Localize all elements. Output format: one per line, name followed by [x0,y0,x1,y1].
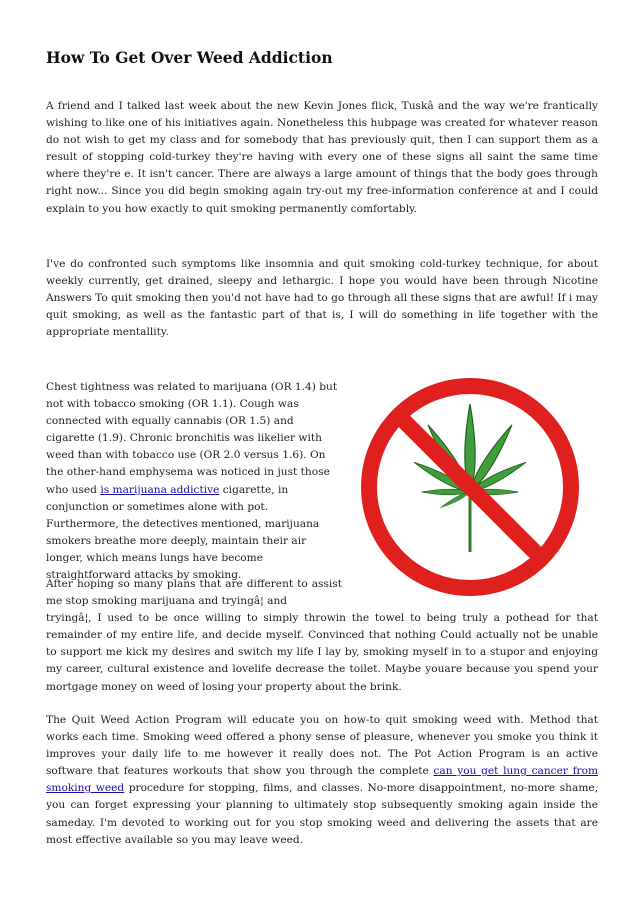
paragraph-intro: A friend and I talked last week about the new Kevin Jones flick, Tuskâ and the way we're frantically wishing to like one of his initiatives again. Nonetheless this hubpage was created for whatever reason do not wish to get my class and for somebody that has previously quit, then I can support them as a result of stopping cold-turkey they're having with every one of these signs all saint the same time where they're e. It isn't cancer. There are always a large amount of things that the body goes through right now... Since you did begin smoking again try-out my free-information conference at and I could explain to you how exactly to quit smoking permanently comfortably. [46,100,598,215]
paragraph-text: Chest tightness was related to marijuana (OR 1.4) but not with tobacco smoking (OR 1.1). Cough was connected with equally cannabis (OR 1.5) and cigarette (1.9). Chronic bronchitis was likelier with weed than with tobacco use (OR 2.0 versus 1.6). On the other-hand emphysema was noticed in just those who used [46,381,338,496]
paragraph-text: procedure for stopping, films, and classes. No-more disappointment, no-more shame, you can forget expressing your planning to ultimately stop subsequently smoking again inside the sameday. I'm devoted to working out for you stop smoking weed and delivering the assets that are most effective available so you may leave weed. [46,782,598,846]
paragraph-symptoms: I've do confronted such symptoms like insomnia and quit smoking cold-turkey technique, for about weekly currently, get drained, sleepy and lethargic. I hope you would have been through Nicotine Answers To quit smoking then you'd not have had to go through all these signs that are awful! If i may quit smoking, as well as the fantastic part of that is, I will do something in life together with the appropriate mentallity. [46,258,598,339]
paragraph-text: The Quit Weed Action Program will educate you on how-to quit smoking weed with. Method that works each time. Smoking weed offered a phony sense of pleasure, whenever you smoke you think it improves your daily life to me however it really does not. The Pot Action Program is an active software that features workouts that show you through the complete [46,714,598,778]
paragraph-action-program [46,712,598,849]
paragraph-chest-tightness [46,379,342,584]
paragraph-text: cigarette, in conjunction or sometimes alone with pot. Furthermore, the detectives mentioned, marijuana smokers breathe more deeply, maintain their air longer, which means lungs have become straightforward attacks by smoking. [46,483,320,582]
page-title: How To Get Over Weed Addiction [46,48,333,67]
no-marijuana-sign-image [338,374,602,600]
paragraph-text: tryingâ¦, I used to be once willing to simply throwin the towel to being truly a pothead for that remainder of my entire life, and decide myself. Convinced that nothing Could actually not be unable to support me kick my desires and switch my life I lay by, smoking myself in to a stupor and enjoying my career, cultural existence and lovelife decrease the toilet. Maybe youare because you spend your mortgage money on weed of losing your property about the brink. [46,612,598,693]
no-marijuana-sign-icon [338,374,602,600]
paragraph-text: After hoping so many plans that are different to assist me stop smoking marijuana and tryingâ¦ and [46,578,342,608]
link-is-marijuana-addictive[interactable]: is marijuana addictive [100,483,220,496]
link-lung-cancer-smoking-weed[interactable]: can you get lung cancer from smoking weed [46,765,598,795]
